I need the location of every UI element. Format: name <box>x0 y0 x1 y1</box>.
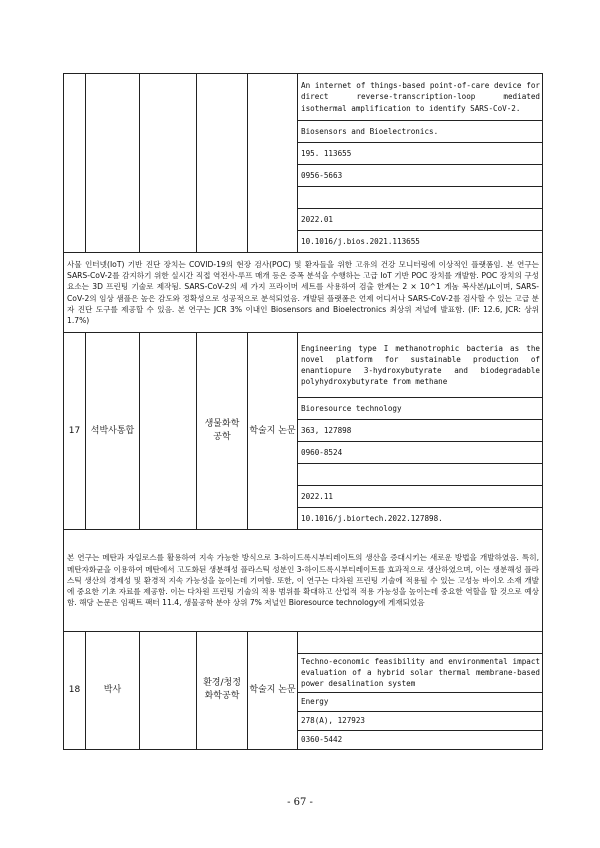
journal-name: Energy <box>298 692 543 711</box>
item-number: 18 <box>64 632 86 750</box>
no-cell <box>64 74 86 253</box>
publication-date: 2022.11 <box>298 486 543 508</box>
page-number: - 67 - <box>287 797 313 808</box>
research-field: 환경/청정 화학공학 <box>197 632 248 750</box>
issn: 0960-8524 <box>298 442 543 464</box>
publication-type: 학술지 논문 <box>248 632 298 750</box>
journal-name: Biosensors and Bioelectronics. <box>298 121 543 143</box>
blank-field <box>298 187 543 209</box>
paper-summary: 사물 인터넷(IoT) 기반 진단 장치는 COVID-19의 현장 검사(POC) 및 환자들을 위한 고유의 건강 모니터링에 이상적인 플랫폼임. 본 연구는 SARS-CoV-2를 감지하기 위한 실시간 직접 역전사-루프 매개 등온 증폭 분석을 수행하는 고급 IoT 기반 POC 장치를 개발함. POC 장치의 구성요소는 3D 프린팅 기술로 제작됨. SARS-CoV-2의 세 가지 프라이머 세트를 사용하여 검출 한계는 2 × 10^1 게놈 복사본/μL이며, SARS-CoV-2의 임상 샘플은 높은 감도와 정확성으로 성공적으로 분석되었음. 개발된 플랫폼은 언제 어디서나 SARS-CoV-2를 검사할 수 있는 고급 분자 진단 도구를 제공할 수 있음. 본 연구는 JCR 3% 이내인 Biosensors and Bioelectronics 최상위 저널에 발표함. (IF: 12.6, JCR: 상위 1.7%) <box>64 253 543 333</box>
volume-pages: 278(A), 127923 <box>298 711 543 730</box>
field-cell <box>140 74 197 253</box>
volume-pages: 363, 127898 <box>298 420 543 442</box>
research-field: 생물화학 공학 <box>197 333 248 530</box>
paper-title: Techno-economic feasibility and environmental impact evaluation of a hybrid solar thermal membrane-based power desalination system <box>298 654 543 693</box>
doi: 10.1016/j.biortech.2022.127898. <box>298 508 543 530</box>
empty-cell <box>140 333 197 530</box>
empty-cell <box>248 74 298 253</box>
publication-type: 학술지 논문 <box>248 333 298 530</box>
degree-cell <box>86 74 140 253</box>
paper-summary: 본 연구는 메탄과 자일로스를 활용하여 지속 가능한 방식으로 3-하이드록시부티레이트의 생산을 증대시키는 새로운 방법을 개발하였음. 특히, 메탄자화균을 이용하여 메탄에서 고도화된 생분해성 플라스틱 성분인 3-하이드록시부티레이트를 효과적으로 생산하였으며, 이는 생분해성 플라스틱 생산의 경제성 및 환경적 지속 가능성을 높이는데 기여함. 또한, 이 연구는 다차원 프린팅 기술에 적용될 수 있는 고성능 바이오 소재 개발에 중요한 기초 자료를 제공함. 이는 다차원 프린팅 기술의 적용 범위를 확대하고 산업적 적용 가능성을 높이는데 중요한 역할을 할 것으로 예상함. 해당 논문은 임팩트 팩터 11.4, 생물공학 분야 상위 7% 저널인 Bioresource technology에 게재되었음 <box>64 530 543 632</box>
blank-field <box>298 632 543 654</box>
type-cell <box>197 74 248 253</box>
degree-type: 박사 <box>86 632 140 750</box>
paper-title: An internet of things-based point-of-care device for direct reverse-transcription-loop mediated isothermal amplification to identify SARS-CoV-2. <box>298 74 543 121</box>
doi: 10.1016/j.bios.2021.113655 <box>298 231 543 253</box>
issn: 0360-5442 <box>298 730 543 749</box>
volume-pages: 195. 113655 <box>298 143 543 165</box>
publication-date: 2022.01 <box>298 209 543 231</box>
issn: 0956-5663 <box>298 165 543 187</box>
empty-cell <box>140 632 197 750</box>
blank-field <box>298 464 543 486</box>
item-number: 17 <box>64 333 86 530</box>
research-output-table <box>63 73 543 750</box>
journal-name: Bioresource technology <box>298 398 543 420</box>
paper-title: Engineering type I methanotrophic bacteria as the novel platform for sustainable production of enantiopure 3-hydroxybutyrate and biodegradable polyhydroxybutyrate from methane <box>298 333 543 398</box>
degree-type: 석박사통합 <box>86 333 140 530</box>
